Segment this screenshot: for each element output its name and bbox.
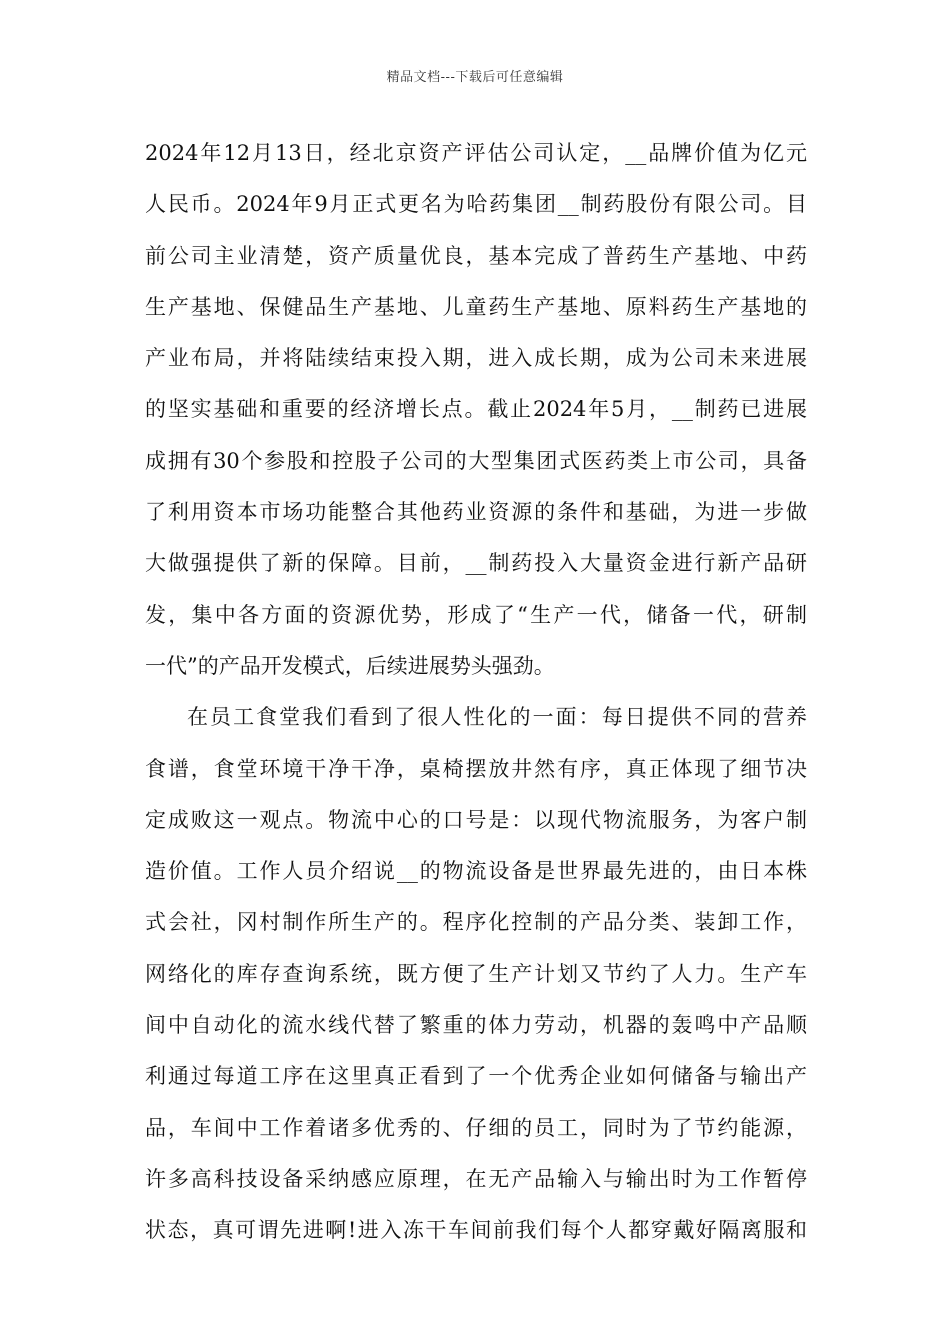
- text-line: 发，集中各方面的资源优势，形成了“生产一代，储备一代，研制: [145, 602, 807, 627]
- text-line: 式会社，冈村制作所生产的。程序化控制的产品分类、装卸工作，: [145, 910, 807, 935]
- text-line: 产业布局，并将陆续结束投入期，进入成长期，成为公司未来进展: [145, 346, 807, 371]
- text-line: 状态，真可谓先进啊!进入冻干车间前我们每个人都穿戴好隔离服和: [145, 1218, 807, 1243]
- text-line: 食谱，食堂环境干净干净，桌椅摆放井然有序，真正体现了细节决: [145, 756, 807, 781]
- text-line: 定成败这一观点。物流中心的口号是：以现代物流服务，为客户制: [145, 807, 807, 832]
- paragraph-first-line: 在员工食堂我们看到了很人性化的一面：每日提供不同的营养: [187, 705, 807, 730]
- text-line: 大做强提供了新的保障。目前，__制药投入大量资金进行新产品研: [145, 551, 807, 576]
- text-line: 网络化的库存查询系统，既方便了生产计划又节约了人力。生产车: [145, 961, 807, 986]
- text-line: 许多高科技设备采纳感应原理，在无产品输入与输出时为工作暂停: [145, 1166, 807, 1191]
- text-line: 间中自动化的流水线代替了繁重的体力劳动，机器的轰鸣中产品顺: [145, 1013, 807, 1038]
- text-line: 造价值。工作人员介绍说__的物流设备是世界最先进的，由日本株: [145, 859, 807, 884]
- text-line: 一代”的产品开发模式，后续进展势头强劲。: [145, 653, 555, 678]
- text-line: 了利用资本市场功能整合其他药业资源的条件和基础，为进一步做: [145, 500, 807, 525]
- text-line: 2024年12月13日，经北京资产评估公司认定，__品牌价值为亿元: [145, 141, 807, 165]
- text-line: 成拥有30个参股和控股子公司的大型集团式医药类上市公司，具备: [145, 448, 807, 473]
- text-line: 的坚实基础和重要的经济增长点。截止2024年5月，__制药已进展: [145, 397, 807, 422]
- page-header: 精品文档---下载后可任意编辑: [386, 70, 564, 85]
- text-line: 利通过每道工序在这里真正看到了一个优秀企业如何储备与输出产: [145, 1064, 807, 1089]
- text-line: 品，车间中工作着诸多优秀的、仔细的员工，同时为了节约能源，: [145, 1115, 807, 1140]
- text-line: 前公司主业清楚，资产质量优良，基本完成了普药生产基地、中药: [145, 243, 807, 268]
- text-line: 人民币。2024年9月正式更名为哈药集团__制药股份有限公司。目: [145, 192, 807, 217]
- text-line: 生产基地、保健品生产基地、儿童药生产基地、原料药生产基地的: [145, 294, 807, 319]
- document-body: [145, 128, 807, 1257]
